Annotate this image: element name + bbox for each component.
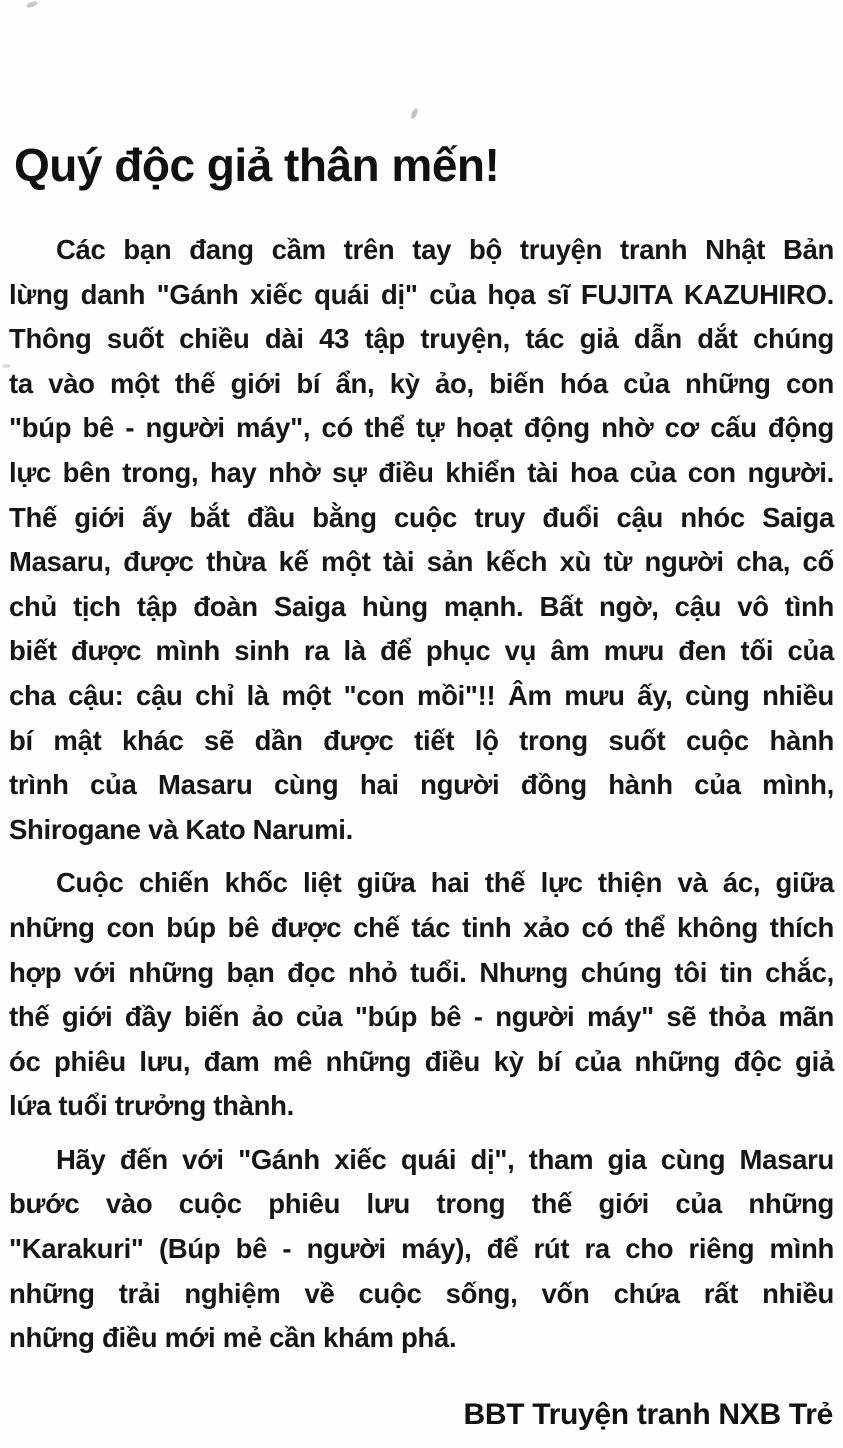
page-title: Quý độc giả thân mến! — [14, 139, 500, 191]
scan-artifact — [410, 107, 419, 119]
text-line: "Karakuri" (Búp bê - người máy), để rút ra cho riêng mình — [9, 1233, 834, 1265]
body-text — [9, 228, 834, 1370]
text-line: Hãy đến với "Gánh xiếc quái dị", tham gia cùng Masaru — [56, 1143, 834, 1175]
text-line: biết được mình sinh ra là để phục vụ âm mưu đen tối của — [9, 635, 834, 667]
text-line: hợp với những bạn đọc nhỏ tuổi. Nhưng chúng tôi tin chắc, — [9, 956, 834, 988]
text-line: những điều mới mẻ cần khám phá. — [9, 1322, 457, 1354]
text-line: óc phiêu lưu, đam mê những điều kỳ bí của những độc giả — [9, 1045, 834, 1077]
text-line: ta vào một thế giới bí ẩn, kỳ ảo, biến hóa của những con — [9, 367, 834, 399]
text-line: "búp bê - người máy", có thể tự hoạt động nhờ cơ cấu động — [9, 412, 834, 444]
text-line: cha cậu: cậu chỉ là một "con mồi"!! Âm mưu ấy, cùng nhiều — [9, 679, 834, 711]
text-line: những con búp bê được chế tác tinh xảo có thể không thích — [9, 911, 834, 943]
text-line: Thông suốt chiều dài 43 tập truyện, tác giả dẫn dắt chúng — [9, 323, 834, 355]
text-line: những trải nghiệm về cuộc sống, vốn chứa rất nhiều — [9, 1277, 834, 1309]
signature: BBT Truyện tranh NXB Trẻ — [463, 1398, 833, 1431]
text-line: Shirogane và Kato Narumi. — [9, 813, 353, 845]
text-line: bí mật khác sẽ dần được tiết lộ trong suốt cuộc hành — [9, 724, 834, 756]
text-line: Thế giới ấy bắt đầu bằng cuộc truy đuổi cậu nhóc Saiga — [9, 501, 834, 533]
text-line: bước vào cuộc phiêu lưu trong thế giới của những — [9, 1188, 834, 1220]
scan-artifact — [26, 0, 39, 9]
text-line: trình của Masaru cùng hai người đồng hành của mình, — [9, 769, 834, 801]
text-line: lừng danh "Gánh xiếc quái dị" của họa sĩ FUJITA KAZUHIRO. — [9, 278, 834, 310]
text-line: chủ tịch tập đoàn Saiga hùng mạnh. Bất ngờ, cậu vô tình — [9, 590, 834, 622]
paragraph-2 — [9, 861, 834, 1129]
text-line: Cuộc chiến khốc liệt giữa hai thế lực thiện và ác, giữa — [56, 867, 834, 899]
text-line: thế giới đầy biến ảo của "búp bê - người máy" sẽ thỏa mãn — [9, 1001, 834, 1033]
text-line: Masaru, được thừa kế một tài sản kếch xù từ người cha, cố — [9, 546, 834, 578]
text-line: lứa tuổi trưởng thành. — [9, 1090, 294, 1122]
text-line: lực bên trong, hay nhờ sự điều khiển tài hoa của con người. — [9, 456, 834, 488]
paragraph-3 — [9, 1138, 834, 1361]
paragraph-1 — [9, 228, 834, 852]
text-line: Các bạn đang cầm trên tay bộ truyện tranh Nhật Bản — [56, 234, 834, 265]
